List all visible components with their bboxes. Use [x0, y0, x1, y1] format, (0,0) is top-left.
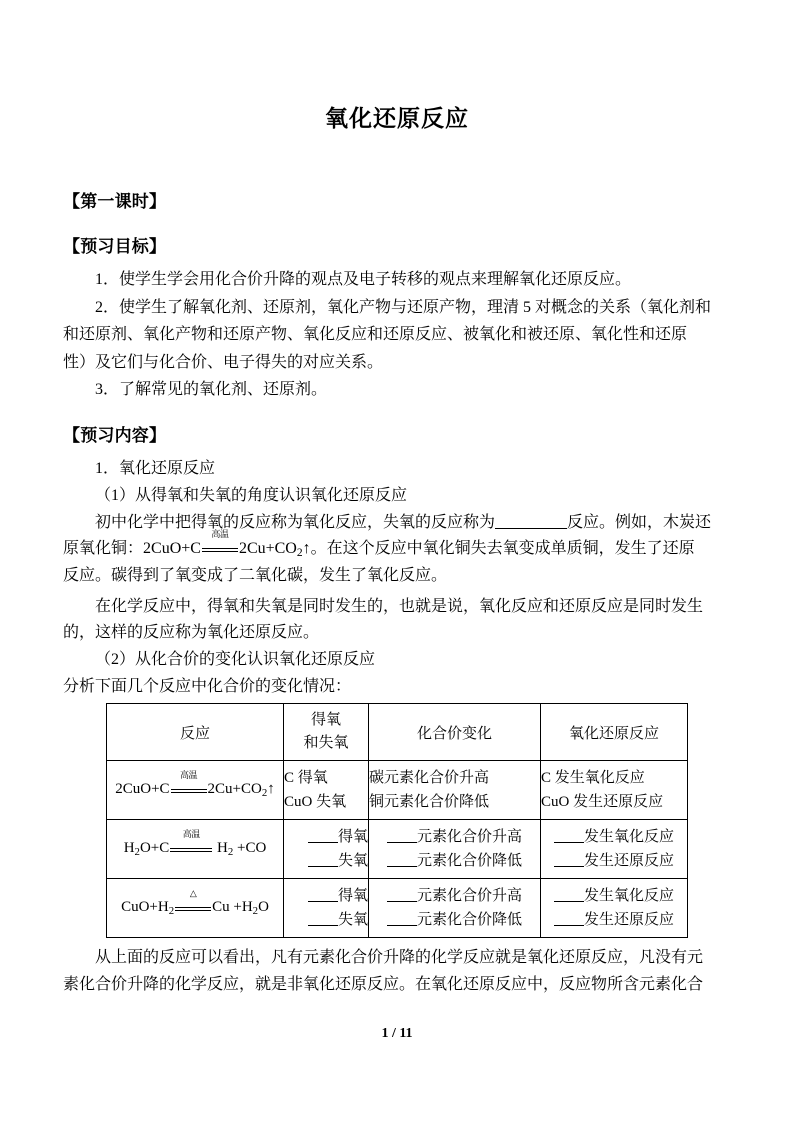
table-row — [107, 761, 688, 820]
row2-valence-line1 — [369, 825, 540, 849]
objective-item-2-cont-2: 性）及它们与化合价、电子得失的对应关系。 — [63, 353, 384, 371]
header-redox: 氧化还原反应 — [541, 704, 688, 761]
fill-blank[interactable] — [387, 925, 417, 926]
row1-oxygen — [284, 761, 369, 820]
row1-eq-left: 2CuO+C — [115, 781, 170, 798]
page-footer: 1 / 11 — [381, 1026, 413, 1041]
row3-oxygen-text1: 得氧 — [337, 888, 368, 904]
fill-blank[interactable] — [387, 866, 417, 867]
paragraph-simultaneous: 在化学反应中，得氧和失氧是同时发生的，也就是说，氧化反应和还原反应是同时发生 — [95, 597, 704, 615]
reaction-analysis-table — [106, 703, 688, 938]
row2-valence-line2 — [369, 849, 540, 873]
row3-redox-text2: 发生还原反应 — [583, 912, 674, 929]
row2-redox-text1: 发生氧化反应 — [583, 829, 674, 845]
header-oxygen-line1: 得氧 — [310, 712, 341, 729]
equation-h2o-c — [123, 829, 267, 859]
row1-valence-line1: 碳元素化合价升高 — [369, 770, 490, 786]
equation-arrow-bar — [202, 548, 238, 552]
equation-cuo-h2 — [121, 888, 269, 918]
reaction-condition-heat: △ — [175, 900, 211, 915]
table-row — [107, 879, 688, 938]
row3-oxygen-text2: 失氧 — [337, 912, 368, 929]
inline-equation-cuo-c — [143, 529, 311, 560]
content-item-1: 1．氧化还原反应 — [95, 459, 216, 477]
row2-valence — [369, 820, 541, 879]
row2-equation — [107, 820, 284, 879]
row1-valence — [369, 761, 541, 820]
row3-eq-right-a: Cu +H — [212, 899, 253, 916]
row2-oxygen — [284, 820, 369, 879]
fill-blank[interactable] — [495, 528, 567, 529]
header-oxygen — [284, 704, 369, 761]
equation-after-text: 。在这个反应中氧化铜失去氧变成单质铜，发生了还原 — [310, 540, 695, 557]
row2-oxygen-text2: 失氧 — [337, 853, 368, 870]
paragraph-conclusion: 从上面的反应可以看出，凡有元素化合价升降的化学反应就是氧化还原反应，凡没有元 — [95, 949, 704, 967]
row2-valence-text1: 元素化合价升高 — [416, 829, 522, 845]
row1-eq-sub: 2 — [261, 787, 268, 800]
fill-blank[interactable] — [554, 925, 584, 926]
objectives-heading: 【预习目标】 — [63, 237, 167, 256]
objective-item-2-cont-1: 和还原剂、氧化产物和还原产物、氧化反应和还原反应、被氧化和被还原、氧化性和还原 — [63, 326, 688, 344]
table-intro: 分析下面几个反应中化合价的变化情况： — [63, 677, 352, 695]
row2-redox-text2: 发生还原反应 — [583, 853, 674, 870]
page-title: 氧化还原反应 — [325, 106, 469, 131]
row3-valence-text2: 元素化合价降低 — [416, 912, 522, 929]
row3-redox — [541, 879, 688, 938]
reaction-condition-high-temp: 高温 — [202, 541, 238, 557]
fill-blank[interactable] — [554, 842, 584, 843]
row3-redox-text1: 发生氧化反应 — [583, 888, 674, 904]
header-valence: 化合价变化 — [369, 704, 541, 761]
row3-valence-line2 — [369, 908, 540, 932]
paragraph-equation-line — [63, 529, 731, 563]
objective-item-2: 2．使学生了解氧化剂、还原剂，氧化产物与还原产物，理清 5 对概念的关系（氧化剂和 — [95, 298, 712, 316]
row2-redox-line1 — [541, 825, 687, 849]
table-row — [107, 820, 688, 879]
row2-redox-line2 — [541, 849, 687, 873]
row1-equation — [107, 761, 284, 820]
objective-item-1: 1．使学生学会用化合价升降的观点及电子转移的观点来理解氧化还原反应。 — [95, 271, 632, 288]
paragraph-equation-cont: 反应。碳得到了氧变成了二氧化碳，发生了氧化反应。 — [63, 567, 448, 585]
row2-eq-left-b: O+C — [139, 840, 170, 857]
table-header — [107, 704, 688, 761]
row2-valence-text2: 元素化合价降低 — [416, 853, 522, 870]
reaction-condition-high-temp: 高温 — [171, 782, 207, 797]
table-header-row — [107, 704, 688, 761]
row1-valence-line2: 铜元素化合价降低 — [369, 794, 490, 811]
equation-subscript: 2 — [296, 547, 303, 560]
equation-arrow-bar — [171, 789, 207, 793]
fill-blank[interactable] — [308, 866, 338, 867]
row1-oxygen-line2: CuO 失氧 — [284, 794, 347, 811]
row2-oxygen-text1: 得氧 — [337, 829, 368, 845]
lesson-marker: 【第一课时】 — [63, 192, 167, 211]
equation-right: 2Cu+CO — [238, 540, 297, 557]
row3-oxygen-line2 — [284, 908, 368, 932]
gas-arrow-icon: ↑ — [267, 781, 275, 798]
row3-eq-right-b: O — [258, 899, 269, 916]
row3-valence — [369, 879, 541, 938]
equation-arrow-bar — [175, 907, 211, 911]
row2-oxygen-line2 — [284, 849, 368, 873]
row2-eq-left-a: H — [123, 840, 135, 857]
fill-blank[interactable] — [308, 842, 338, 843]
row2-eq-left-sub: 2 — [134, 846, 140, 859]
row3-valence-line1 — [369, 884, 540, 908]
row3-valence-text1: 元素化合价升高 — [416, 888, 522, 904]
row1-redox-line1: C 发生氧化反应 — [541, 770, 645, 786]
row1-redox-line2: CuO 发生还原反应 — [541, 794, 664, 811]
row2-oxygen-line1 — [284, 825, 368, 849]
content-heading: 【预习内容】 — [63, 425, 167, 445]
gas-arrow-icon: ↑ — [302, 540, 311, 557]
row3-redox-line2 — [541, 908, 687, 932]
paragraph-simultaneous-cont: 的，这样的反应称为氧化还原反应。 — [63, 624, 320, 641]
reaction-condition-high-temp: 高温 — [170, 841, 212, 856]
content-sub-1: （1）从得氧和失氧的角度认识氧化还原反应 — [95, 487, 408, 505]
fill-blank[interactable] — [308, 901, 338, 902]
fill-blank[interactable] — [387, 901, 417, 902]
row3-oxygen — [284, 879, 369, 938]
row2-eq-right-a: H — [217, 840, 228, 857]
fill-blank[interactable] — [308, 925, 338, 926]
definition-text-after: 反应。例如，木炭还 — [567, 513, 712, 531]
row3-eq-right-sub: 2 — [252, 905, 259, 918]
row3-oxygen-line1 — [284, 884, 368, 908]
row3-eq-left-sub: 2 — [168, 905, 175, 918]
fill-blank[interactable] — [554, 866, 584, 867]
row3-equation — [107, 879, 284, 938]
row1-redox — [541, 761, 688, 820]
equation-lead-text: 原氧化铜： — [63, 540, 144, 557]
paragraph-definition — [63, 510, 731, 536]
row3-redox-line1 — [541, 884, 687, 908]
row2-redox — [541, 820, 688, 879]
row3-eq-left-a: CuO+H — [121, 899, 169, 916]
equation-cuo-c — [115, 770, 275, 800]
objective-item-3: 3．了解常见的氧化剂、还原剂。 — [95, 381, 328, 399]
definition-text-before: 初中化学中把得氧的反应称为氧化反应，失氧的反应称为 — [95, 513, 496, 531]
fill-blank[interactable] — [554, 901, 584, 902]
row2-eq-right-sub: 2 — [227, 846, 234, 859]
row2-eq-right-b: +CO — [237, 840, 267, 857]
paragraph-conclusion-cont: 素化合价升降的化学反应，就是非氧化还原反应。在氧化还原反应中，反应物所含元素化合 — [63, 975, 704, 993]
fill-blank[interactable] — [387, 842, 417, 843]
header-oxygen-line2: 和失氧 — [303, 735, 349, 752]
equation-arrow-bar — [170, 848, 212, 852]
row1-eq-right: 2Cu+CO — [207, 781, 262, 798]
equation-left: 2CuO+C — [143, 540, 201, 557]
header-reaction: 反应 — [107, 704, 284, 761]
content-sub-2: （2）从化合价的变化认识氧化还原反应 — [95, 651, 376, 669]
table-body — [107, 761, 688, 938]
row1-oxygen-line1: C 得氧 — [284, 770, 328, 786]
